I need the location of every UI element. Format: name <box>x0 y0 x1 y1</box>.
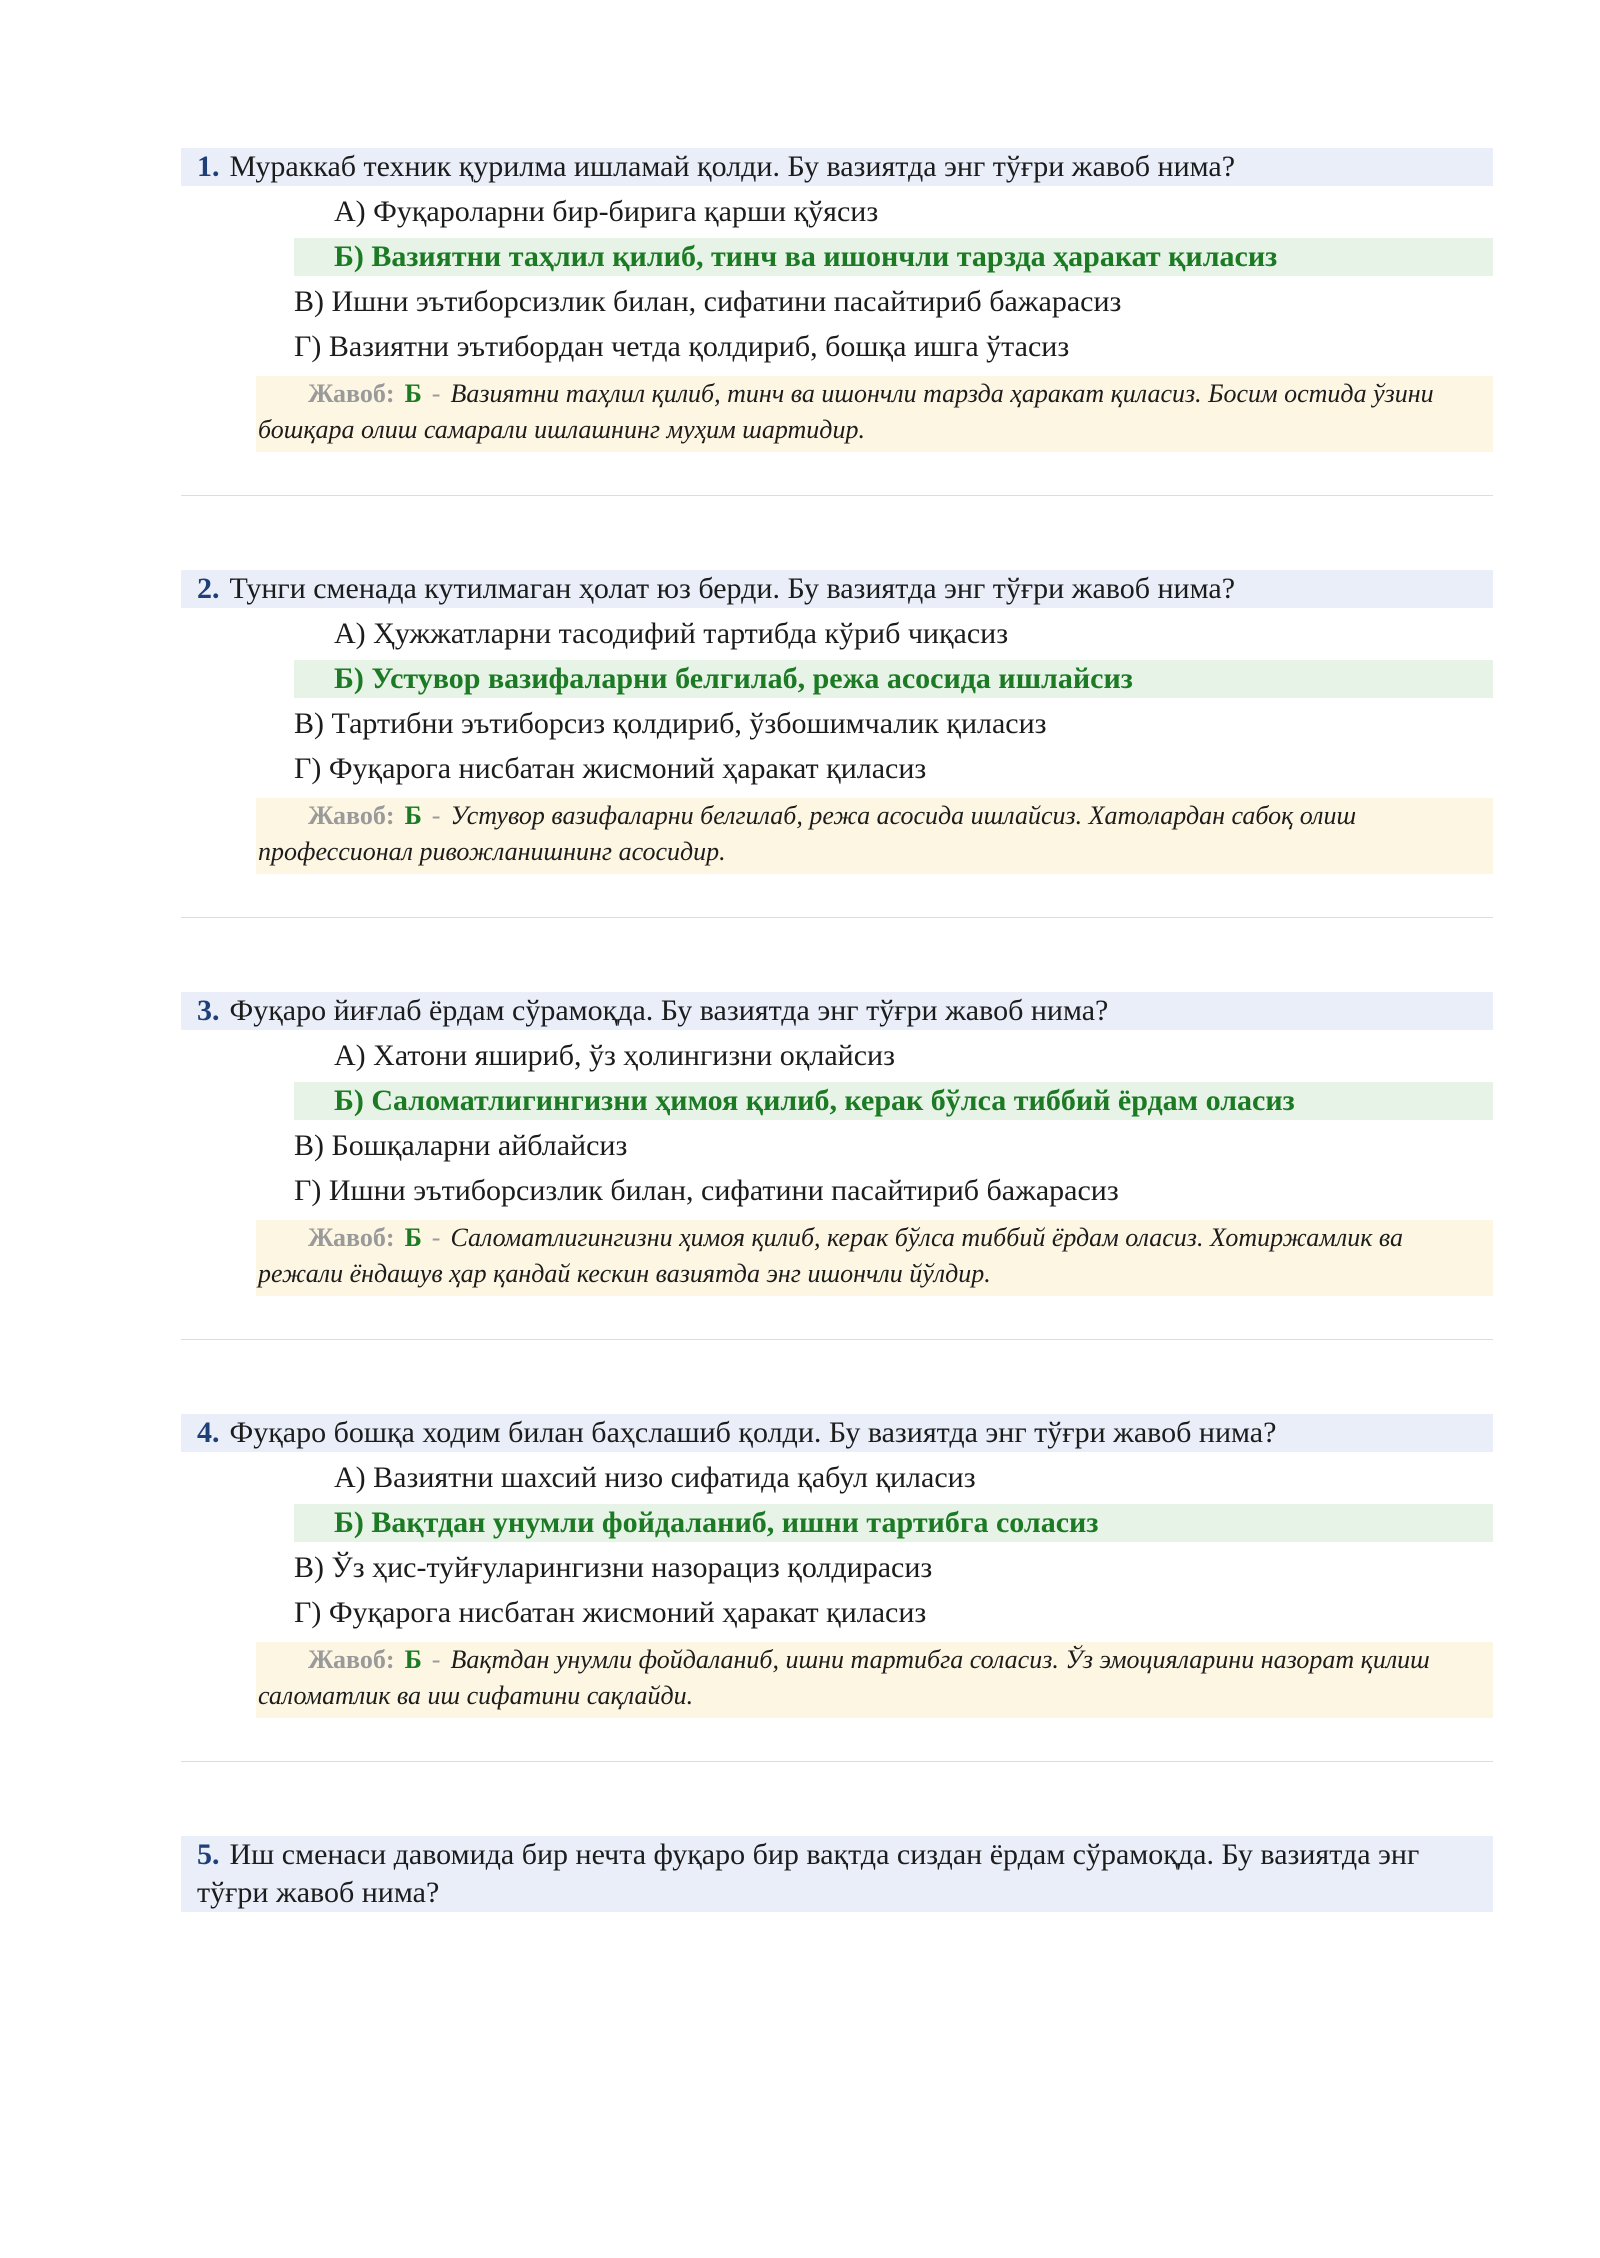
answer-explanation <box>256 376 1493 452</box>
answer-dash: - <box>431 1645 441 1674</box>
option-g: Г) Вазиятни эътибордан четда қолдириб, бошқа ишга ўтасиз <box>294 330 1070 363</box>
question-block <box>181 992 1493 1414</box>
question-block <box>181 1836 1493 2258</box>
question-text-row <box>181 148 1493 186</box>
question-number: 5. <box>197 1838 220 1871</box>
question-block <box>181 148 1493 570</box>
option-a: А) Фуқароларни бир-бирига қарши қўясиз <box>334 195 879 228</box>
option-b-correct: Б) Вазиятни таҳлил қилиб, тинч ва ишончли тарзда ҳаракат қиласиз <box>294 238 1493 276</box>
divider <box>181 495 1493 496</box>
question-text: Фуқаро йиғлаб ёрдам сўрамоқда. Бу вазиятда энг тўғри жавоб нима? <box>229 994 1109 1027</box>
option-g: Г) Фуқарога нисбатан жисмоний ҳаракат қиласиз <box>294 1596 927 1629</box>
explanation-text: Устувор вазифаларни белгилаб, режа асосида ишлайсиз. Хатолардан сабоқ олиш профессионал ривожланишнинг асосидир. <box>258 801 1357 866</box>
question-text: Фуқаро бошқа ходим билан баҳслашиб қолди. Бу вазиятда энг тўғри жавоб нима? <box>229 1416 1277 1449</box>
question-number: 1. <box>197 150 220 183</box>
option-a: А) Ҳужжатларни тасодифий тартибда кўриб чиқасиз <box>334 617 1009 650</box>
question-number: 3. <box>197 994 220 1027</box>
divider <box>181 1339 1493 1340</box>
answer-label: Жавоб: <box>308 801 395 830</box>
question-text: Иш сменаси давомида бир нечта фуқаро бир вақтда сиздан ёрдам сўрамоқда. Бу вазиятда энг тўғри жавоб нима? <box>197 1838 1420 1909</box>
divider <box>181 917 1493 918</box>
question-text-row <box>181 1414 1493 1452</box>
option-v: В) Тартибни эътиборсиз қолдириб, ўзбошимчалик қиласиз <box>294 707 1047 740</box>
answer-explanation <box>256 798 1493 874</box>
question-text-row <box>181 570 1493 608</box>
option-v: В) Ўз ҳис-туйғуларингизни назорациз қолдирасиз <box>294 1551 933 1584</box>
answer-label: Жавоб: <box>308 1223 395 1252</box>
answer-letter: Б <box>404 1645 422 1674</box>
question-text: Тунги сменада кутилмаган ҳолат юз берди. Бу вазиятда энг тўғри жавоб нима? <box>229 572 1236 605</box>
option-g: Г) Фуқарога нисбатан жисмоний ҳаракат қиласиз <box>294 752 927 785</box>
answer-letter: Б <box>404 1223 422 1252</box>
answer-letter: Б <box>404 379 422 408</box>
question-number: 4. <box>197 1416 220 1449</box>
answer-label: Жавоб: <box>308 1645 395 1674</box>
answer-explanation <box>256 1642 1493 1718</box>
question-block <box>181 570 1493 992</box>
question-text-row <box>181 1836 1493 1912</box>
explanation-text: Вазиятни таҳлил қилиб, тинч ва ишончли тарзда ҳаракат қиласиз. Босим остида ўзини бошқара олиш самарали ишлашнинг муҳим шартидир. <box>258 379 1434 444</box>
option-b-correct: Б) Устувор вазифаларни белгилаб, режа асосида ишлайсиз <box>294 660 1493 698</box>
option-a: А) Вазиятни шахсий низо сифатида қабул қиласиз <box>334 1461 976 1494</box>
option-a: А) Хатони яшириб, ўз ҳолингизни оқлайсиз <box>334 1039 895 1072</box>
option-b-correct: Б) Вақтдан унумли фойдаланиб, ишни тартибга соласиз <box>294 1504 1493 1542</box>
option-b-correct: Б) Саломатлигингизни ҳимоя қилиб, керак бўлса тиббий ёрдам оласиз <box>294 1082 1493 1120</box>
option-g: Г) Ишни эътиборсизлик билан, сифатини пасайтириб бажарасиз <box>294 1174 1119 1207</box>
option-v: В) Бошқаларни айблайсиз <box>294 1129 628 1162</box>
explanation-text: Саломатлигингизни ҳимоя қилиб, керак бўлса тиббий ёрдам оласиз. Хотиржамлик ва режали ёндашув ҳар қандай кескин вазиятда энг ишончли йўлдир. <box>258 1223 1403 1288</box>
quiz-page <box>181 148 1493 2258</box>
question-block <box>181 1414 1493 1836</box>
answer-dash: - <box>431 1223 441 1252</box>
answer-dash: - <box>431 801 441 830</box>
question-text: Мураккаб техник қурилма ишламай қолди. Бу вазиятда энг тўғри жавоб нима? <box>229 150 1236 183</box>
answer-dash: - <box>431 379 441 408</box>
explanation-text: Вақтдан унумли фойдаланиб, ишни тартибга соласиз. Ўз эмоцияларини назорат қилиш саломатлик ва иш сифатини сақлайди. <box>258 1645 1430 1710</box>
divider <box>181 1761 1493 1762</box>
option-v: В) Ишни эътиборсизлик билан, сифатини пасайтириб бажарасиз <box>294 285 1122 318</box>
question-text-row <box>181 992 1493 1030</box>
answer-label: Жавоб: <box>308 379 395 408</box>
answer-explanation <box>256 1220 1493 1296</box>
question-number: 2. <box>197 572 220 605</box>
answer-letter: Б <box>404 801 422 830</box>
